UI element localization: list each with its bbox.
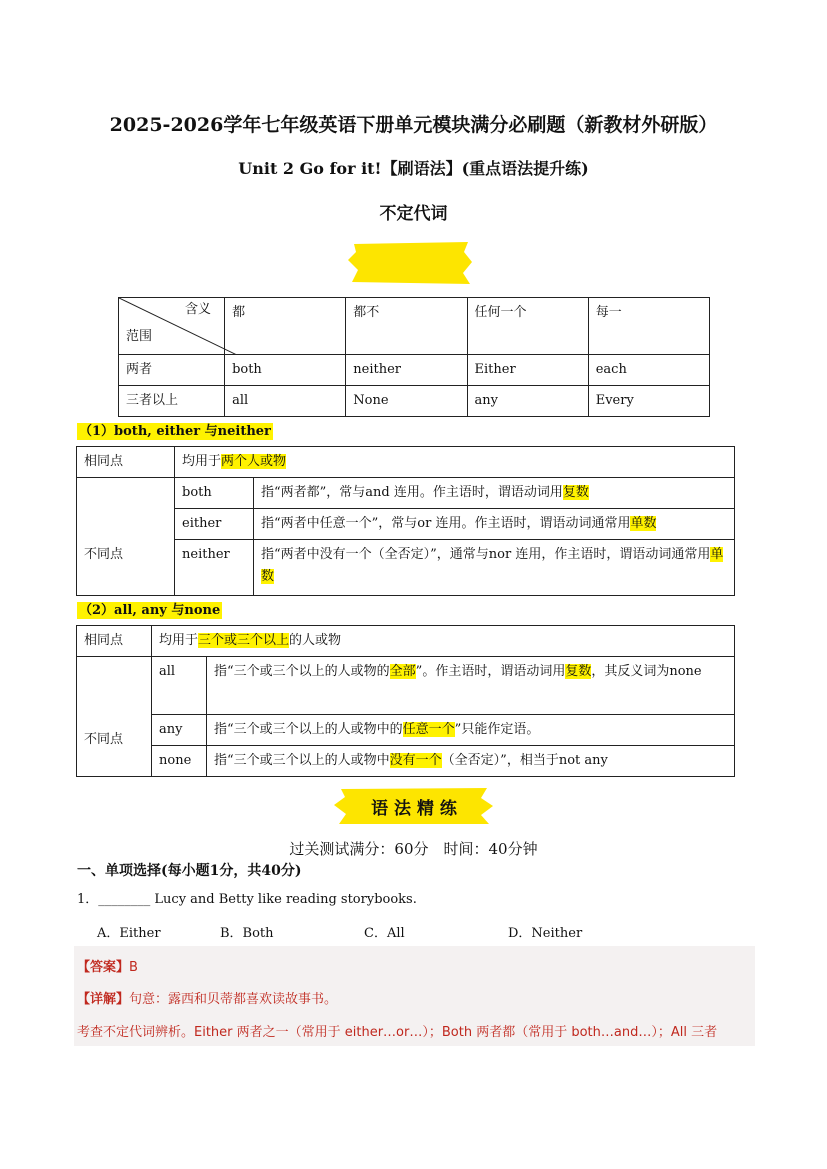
- table-cell: all: [225, 386, 346, 417]
- word-cell: either: [175, 509, 254, 540]
- practice-banner: [331, 786, 497, 826]
- desc-cell: 指“两者中任意一个”，常与or 连用。作主语时，谓语动词通常用单数: [254, 509, 735, 540]
- word-cell: all: [152, 657, 207, 715]
- table-cell: neither: [346, 355, 467, 386]
- table-row: [77, 746, 735, 777]
- yellow-banner-icon: [346, 240, 476, 286]
- table-row: [77, 715, 735, 746]
- corner-bottom-label: 范围: [126, 329, 153, 344]
- table-row: [77, 478, 735, 509]
- part-heading: 一、单项选择(每小题1分，共40分): [77, 863, 302, 879]
- same-content: 均用于两个人或物: [175, 447, 735, 478]
- answer-line: 【答案】B: [77, 960, 138, 975]
- explanation-line: 考查不定代词辨析。Either 两者之一（常用于 either…or…）；Both 两者都（常用于 both…and…）；All 三者: [77, 1025, 718, 1040]
- row-label: 三者以上: [119, 386, 225, 417]
- document-subtitle: Unit 2 Go for it!【刷语法】(重点语法提升练): [238, 159, 589, 178]
- option-a[interactable]: A．Either: [97, 926, 161, 941]
- same-label: 相同点: [77, 626, 152, 657]
- table-cell: Every: [588, 386, 709, 417]
- word-cell: none: [152, 746, 207, 777]
- header-cell: 都不: [346, 298, 467, 355]
- section2-heading: （2）all, any 与none: [79, 603, 221, 618]
- all-any-none-table: [76, 625, 735, 777]
- header-cell: 任何一个: [467, 298, 588, 355]
- table-cell: each: [588, 355, 709, 386]
- same-label: 相同点: [77, 447, 175, 478]
- diff-label: 不同点: [77, 657, 152, 777]
- topic-heading: 不定代词: [379, 204, 448, 224]
- word-cell: neither: [175, 540, 254, 596]
- answer-box: [74, 946, 755, 1046]
- desc-cell: 指“三个或三个以上的人或物中没有一个（全否定）”，相当于not any: [207, 746, 735, 777]
- option-c[interactable]: C．All: [364, 926, 405, 941]
- desc-cell: 指“两者中没有一个（全否定）”，通常与nor 连用，作主语时，谓语动词通常用单数: [254, 540, 735, 596]
- section1-heading: （1）both, either 与neither: [79, 424, 271, 439]
- banner-label: 语 法 精 练: [371, 799, 457, 819]
- desc-cell: 指“两者都”，常与and 连用。作主语时，谓语动词用复数: [254, 478, 735, 509]
- row-label: 两者: [119, 355, 225, 386]
- table-row: [77, 540, 735, 596]
- table-cell: None: [346, 386, 467, 417]
- same-content: 均用于三个或三个以上的人或物: [152, 626, 735, 657]
- option-b[interactable]: B．Both: [220, 926, 274, 941]
- diff-label: 不同点: [77, 478, 175, 596]
- word-cell: both: [175, 478, 254, 509]
- table-cell: any: [467, 386, 588, 417]
- question-1: 1．________ Lucy and Betty like reading storybooks.: [77, 892, 417, 907]
- word-cell: any: [152, 715, 207, 746]
- both-either-neither-table: [76, 446, 735, 596]
- corner-top-label: 含义: [185, 302, 212, 317]
- test-info: 过关测试满分：60分 时间：40分钟: [289, 840, 538, 858]
- pronoun-summary-table: [118, 297, 710, 417]
- header-cell: 每一: [588, 298, 709, 355]
- detail-line: 【详解】句意：露西和贝蒂都喜欢读故事书。: [77, 992, 338, 1007]
- table-row: [119, 386, 710, 417]
- table-row: [77, 657, 735, 715]
- header-cell: 都: [225, 298, 346, 355]
- table-row: [77, 509, 735, 540]
- table-row: [119, 355, 710, 386]
- document-title: 2025-2026学年七年级英语下册单元模块满分必刷题（新教材外研版）: [109, 114, 718, 136]
- table-cell: Either: [467, 355, 588, 386]
- desc-cell: 指“三个或三个以上的人或物中的任意一个”只能作定语。: [207, 715, 735, 746]
- option-d[interactable]: D．Neither: [508, 926, 583, 941]
- table-cell: both: [225, 355, 346, 386]
- corner-cell: [119, 298, 225, 355]
- desc-cell: 指“三个或三个以上的人或物的全部”。作主语时，谓语动词用复数，其反义词为none: [207, 657, 735, 715]
